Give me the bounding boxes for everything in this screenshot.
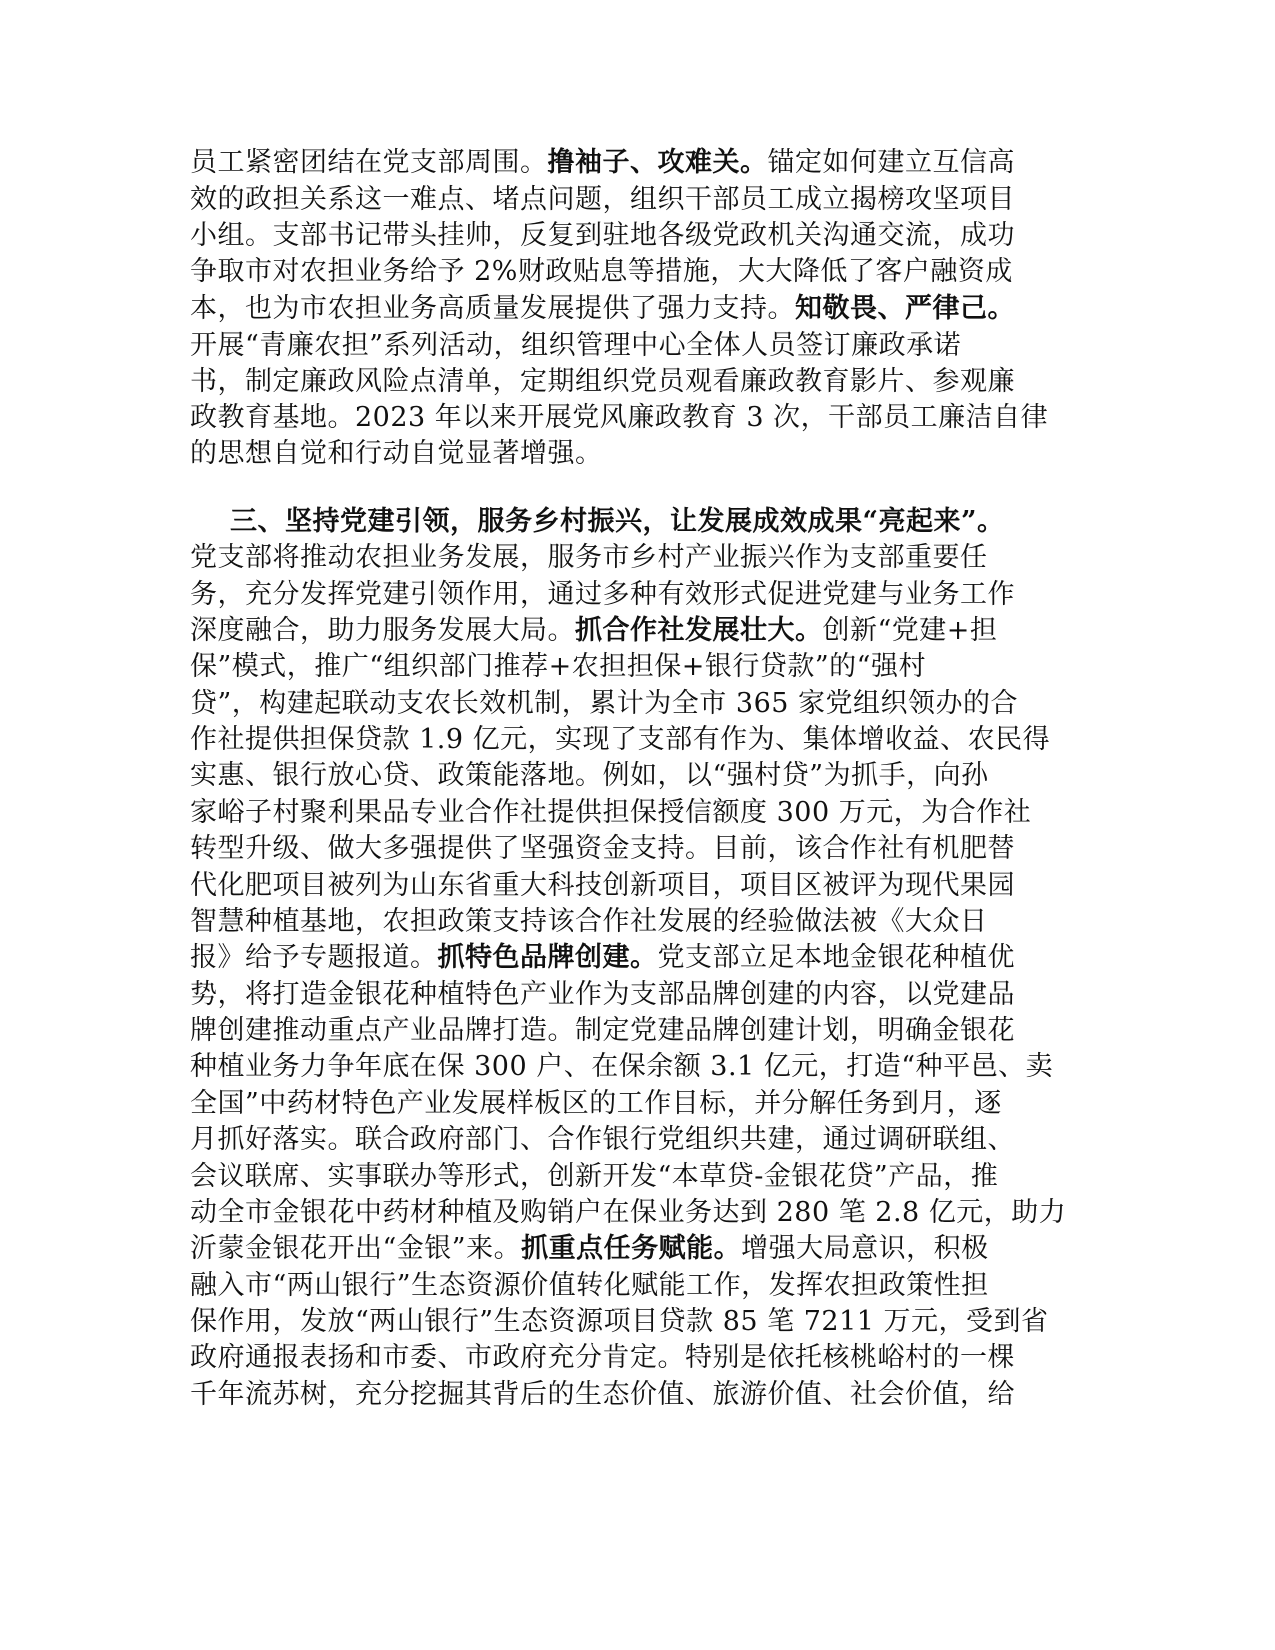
bold-keyword: 抓合作社发展壮大。	[575, 615, 823, 646]
text-line: 千年流苏树，充分挖掘其背后的生态价值、旅游价值、社会价值，给	[190, 1379, 1015, 1410]
text-line: 贷”，构建起联动支农长效机制，累计为全市 365 家党组织领办的合	[190, 688, 1019, 719]
text-run: 报》给予专题报道。	[190, 942, 438, 973]
text-run: 深度融合，助力服务发展大局。	[190, 615, 575, 646]
text-line: 争取市对农担业务给予 2%财政贴息等措施，大大降低了客户融资成	[190, 256, 1013, 287]
text-line	[190, 1229, 989, 1269]
text-line: 转型升级、做大多强提供了坚强资金支持。目前，该合作社有机肥替	[190, 833, 1015, 864]
text-line: 代化肥项目被列为山东省重大科技创新项目，项目区被评为现代果园	[190, 870, 1015, 901]
heading-text: 三、坚持党建引领，服务乡村振兴，让发展成效成果“亮起来”。	[230, 506, 1005, 537]
text-line: 书，制定廉政风险点清单，定期组织党员观看廉政教育影片、参观廉	[190, 366, 1015, 397]
text-run: 党支部立足本地金银花种植优	[657, 942, 1015, 973]
text-line: 的思想自觉和行动自觉显著增强。	[190, 438, 603, 469]
text-line: 家峪子村聚利果品专业合作社提供担保授信额度 300 万元，为合作社	[190, 797, 1032, 828]
text-line: 务，充分发挥党建引领作用，通过多种有效形式促进党建与业务工作	[190, 579, 1015, 610]
text-line: 开展“青廉农担”系列活动，组织管理中心全体人员签订廉政承诺	[190, 330, 962, 361]
text-line: 实惠、银行放心贷、政策能落地。例如，以“强村贷”为抓手，向孙	[190, 760, 989, 791]
text-run: 增强大局意识，积极	[741, 1233, 989, 1264]
bold-keyword: 知敬畏、严律己。	[795, 293, 1015, 324]
text-run: 本，也为市农担业务高质量发展提供了强力支持。	[190, 293, 795, 324]
text-run: 创新“党建+担	[822, 615, 998, 646]
text-line: 月抓好落实。联合政府部门、合作银行党组织共建，通过调研联组、	[190, 1124, 1015, 1155]
text-line: 智慧种植基地，农担政策支持该合作社发展的经验做法被《大众日	[190, 906, 988, 937]
text-line	[190, 289, 1015, 329]
text-run: 员工紧密团结在党支部周围。	[190, 147, 548, 178]
text-line: 融入市“两山银行”生态资源价值转化赋能工作，发挥农担政策性担	[190, 1270, 989, 1301]
bold-keyword: 撸袖子、攻难关。	[547, 147, 768, 178]
text-line	[190, 938, 1015, 978]
text-line: 全国”中药材特色产业发展样板区的工作目标，并分解任务到月，逐	[190, 1088, 1002, 1119]
text-line: 政教育基地。2023 年以来开展党风廉政教育 3 次，干部员工廉洁自律	[190, 402, 1049, 433]
text-line: 动全市金银花中药材种植及购销户在保业务达到 280 笔 2.8 亿元，助力	[190, 1197, 1067, 1228]
text-line: 作社提供担保贷款 1.9 亿元，实现了支部有作为、集体增收益、农民得	[190, 724, 1051, 755]
text-line: 会议联席、实事联办等形式，创新开发“本草贷-金银花贷”产品，推	[190, 1161, 999, 1192]
bold-keyword: 抓特色品牌创建。	[437, 942, 658, 973]
text-line: 种植业务力争年底在保 300 户、在保余额 3.1 亿元，打造“种平邑、卖	[190, 1051, 1054, 1082]
text-line: 效的政担关系这一难点、堵点问题，组织干部员工成立揭榜攻坚项目	[190, 184, 1015, 215]
text-run: 锚定如何建立互信高	[767, 147, 1015, 178]
section-heading	[230, 502, 1005, 542]
text-line: 势，将打造金银花种植特色产业作为支部品牌创建的内容，以党建品	[190, 979, 1015, 1010]
text-line: 党支部将推动农担业务发展，服务市乡村产业振兴作为支部重要任	[190, 542, 988, 573]
text-line: 牌创建推动重点产业品牌打造。制定党建品牌创建计划，明确金银花	[190, 1015, 1015, 1046]
text-line: 保”模式，推广“组织部门推荐+农担担保+银行贷款”的“强村	[190, 651, 926, 682]
text-run: 沂蒙金银花开出“金银”来。	[190, 1233, 522, 1264]
bold-keyword: 抓重点任务赋能。	[521, 1233, 742, 1264]
text-line	[190, 611, 997, 651]
text-line: 政府通报表扬和市委、市政府充分肯定。特别是依托核桃峪村的一棵	[190, 1342, 1015, 1373]
text-line: 保作用，发放“两山银行”生态资源项目贷款 85 笔 7211 万元，受到省	[190, 1306, 1049, 1337]
text-line: 小组。支部书记带头挂帅，反复到驻地各级党政机关沟通交流，成功	[190, 220, 1015, 251]
text-line	[190, 143, 1015, 183]
